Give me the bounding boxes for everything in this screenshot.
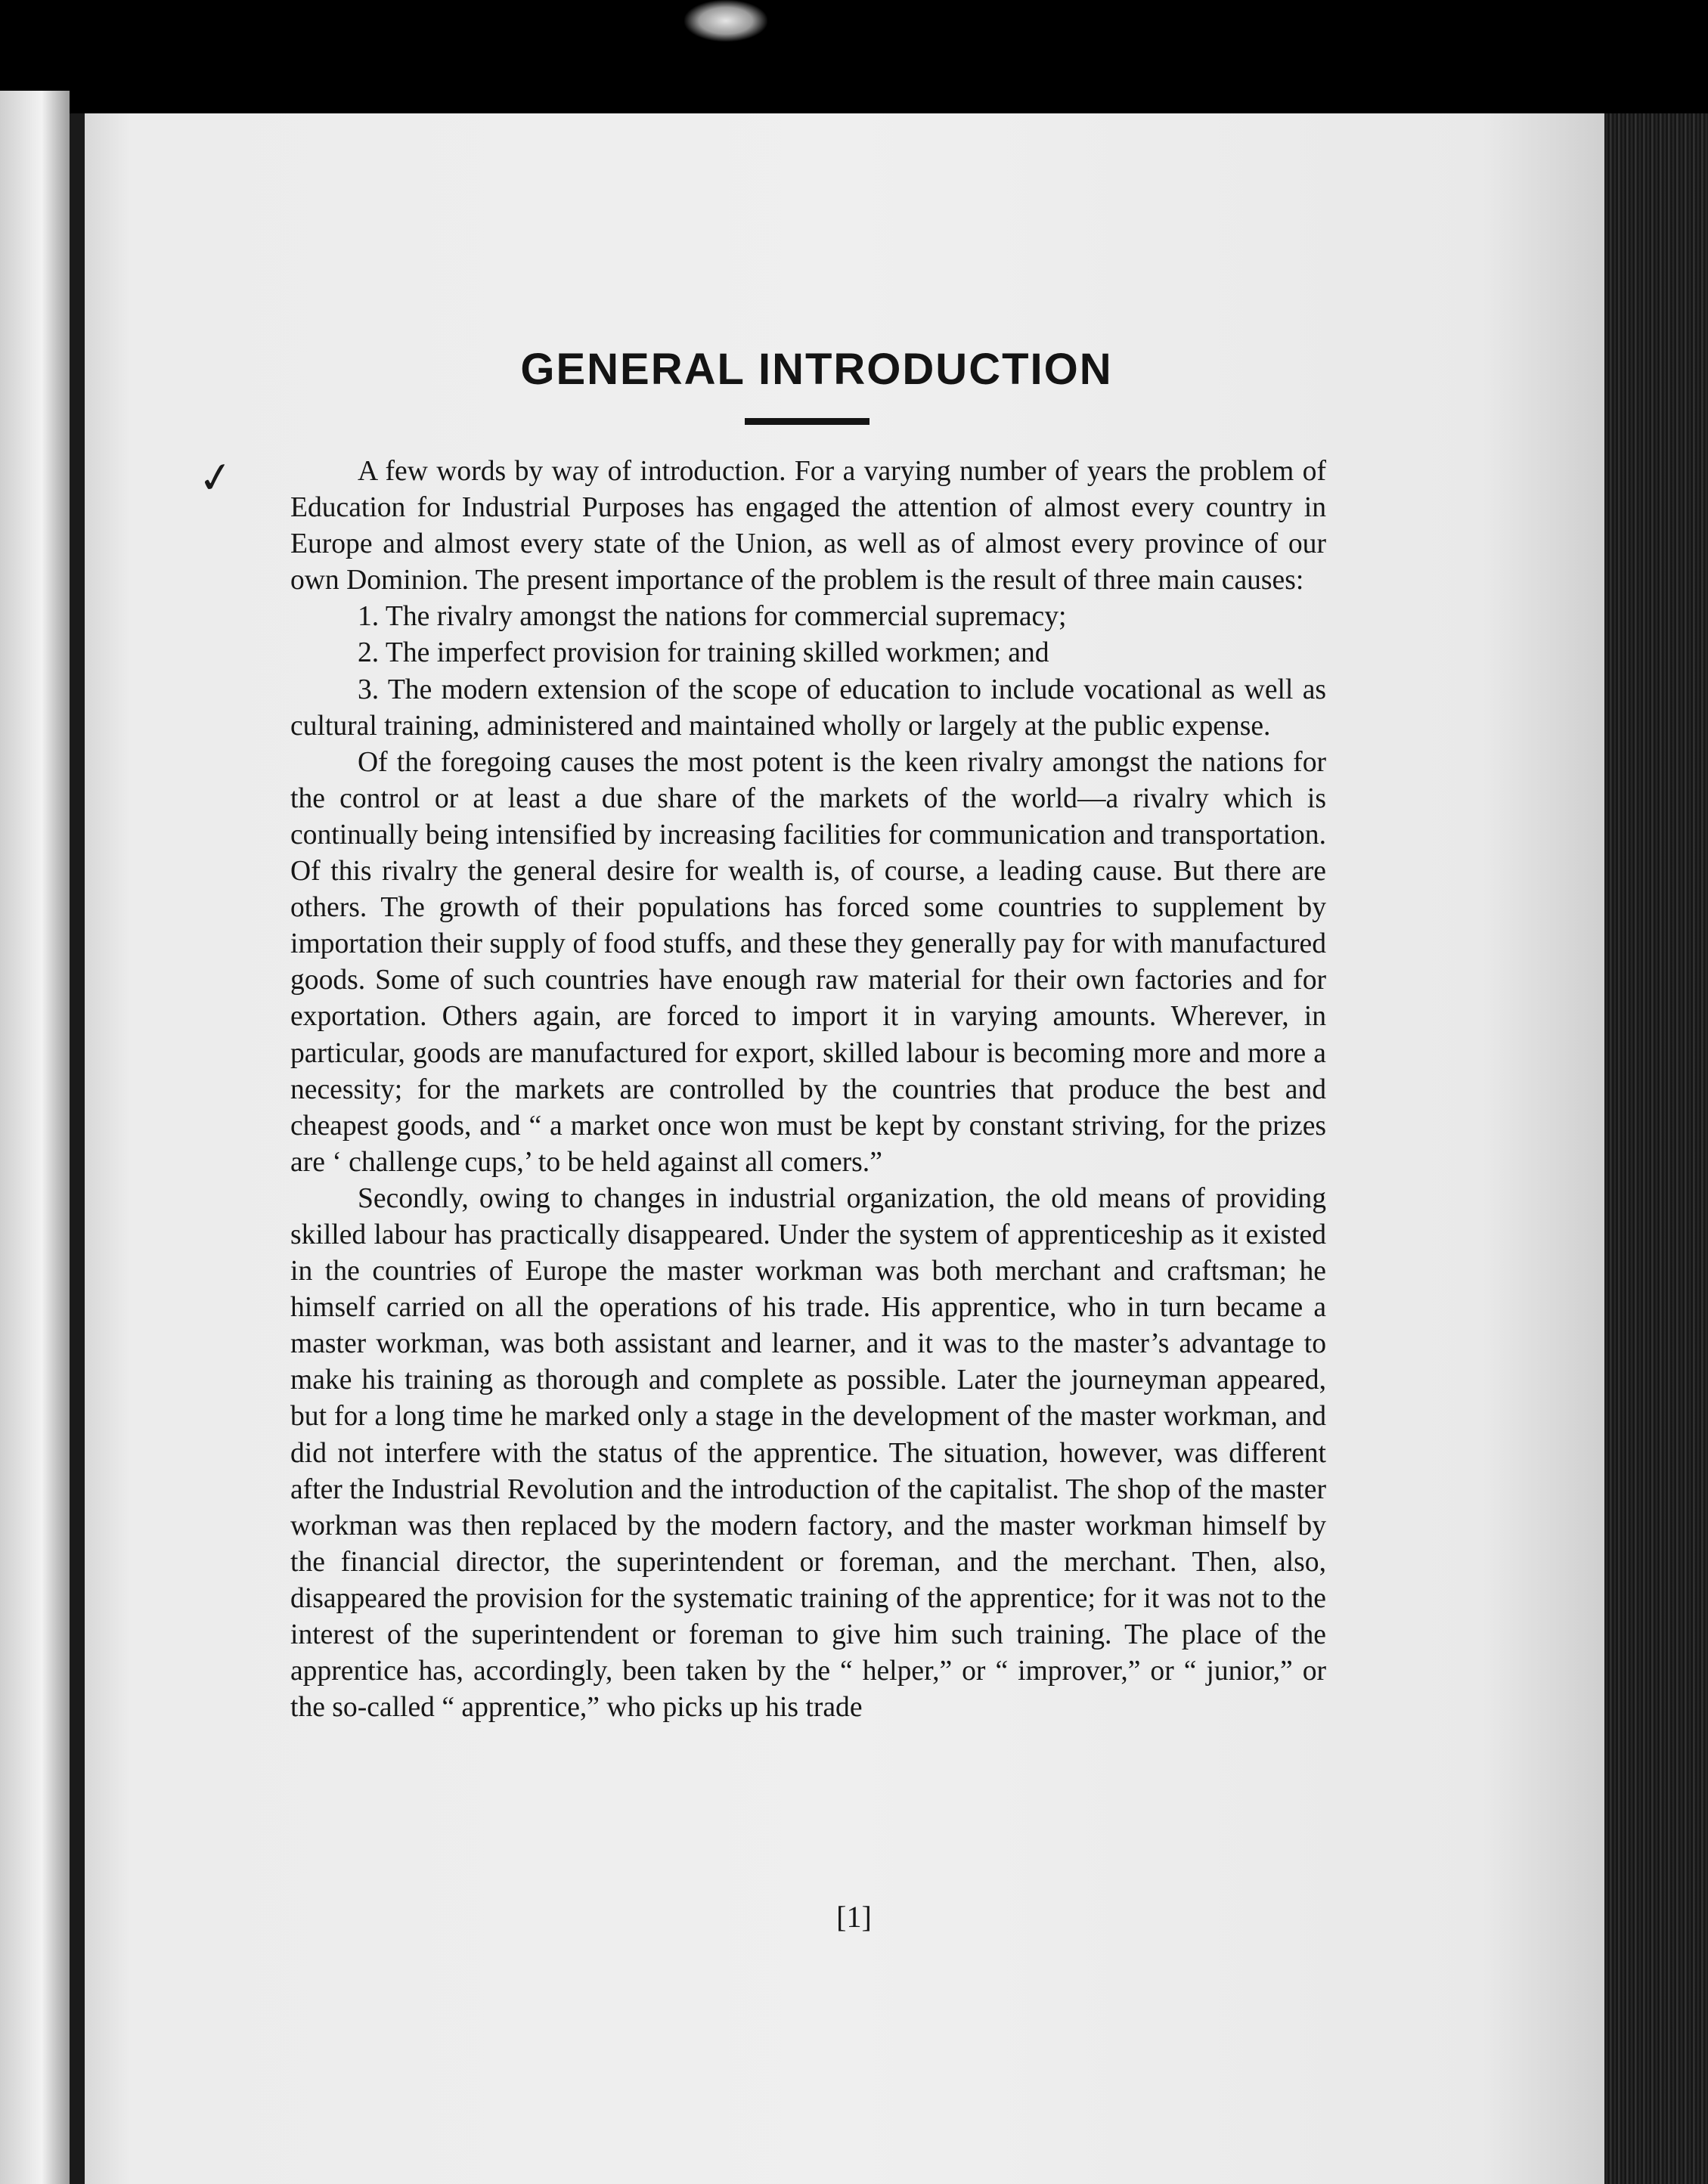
paragraph: Of the foregoing causes the most potent is the keen rivalry amongst the nations for the control or at least a due share of the markets of the world—a rivalry which is continually being intensified by increasing facilities for communication and transportation. Of this rivalry the general desire for wealth is, of course, a leading cause. But there are others. The growth of their populations has forced some countries to supplement by importation their supply of food stuffs, and these they generally pay for with manufactured goods. Some of such countries have enough raw material for their own factories and for exportation. Others again, are forced to import it in varying amounts. Wherever, in particular, goods are manufactured for export, skilled labour is becoming more and more a necessity; for the markets are controlled by the countries that produce the best and cheapest goods, and “ a market once won must be kept by constant striving, for the prizes are ‘ challenge cups,’ to be held against all comers.” [290,746,1326,1178]
paragraph: Secondly, owing to changes in industrial organization, the old means of providing skilled labour has practically disappeared. Under the system of apprenticeship as it existed in the countries of Europe the master workman was both merchant and craftsman; he himself carried on all the operations of his trade. His apprentice, who in turn became a master workman, was both assistant and learner, and it was to the master’s advantage to make his training as thorough and complete as possible. Later the journeyman appeared, but for a long time he marked only a stage in the development of the master workman, and did not interfere with the status of the apprentice. The situation, however, was different after the Industrial Revolution and the introduction of the capitalist. The shop of the master workman was then replaced by the modern factory, and the master workman himself by the financial director, the superintendent or foreman, and the merchant. Then, also, disappeared the provision for the systematic training of the apprentice; for it was not to the interest of the superintendent or foreman to give him such training. The place of the apprentice has, accordingly, been taken by the “ helper,” or “ improver,” or “ junior,” or the so-called “ apprentice,” who picks up his trade [290,1182,1326,1724]
page-stack-edge [1604,113,1708,2184]
list-item-cause-3: 3. The modern extension of the scope of education to include vocational as well as cultural training, administered and maintained wholly or largely at the public expense. [290,674,1326,742]
list-item-cause-2: 2. The imperfect provision for training skilled workmen; and [358,637,1049,669]
list-item-cause-1: 1. The rivalry amongst the nations for commercial supremacy; [358,601,1067,633]
paragraph: A few words by way of introduction. For a varying number of years the problem of Education for Industrial Purposes has engaged the attention of almost every country in Europe and almost every state of the Union, as well as of almost every province of our own Dominion. The present importance of the problem is the result of three main causes: [290,456,1326,596]
binding-clip-mark [684,0,767,42]
gutter [70,113,85,2184]
body-text [290,454,1326,1726]
title-rule [745,418,869,425]
chapter-title: GENERAL INTRODUCTION [520,345,1113,394]
page-number: [1] [836,1900,872,1934]
left-page-edge [0,91,70,2184]
check-mark-icon: ✓ [194,451,237,505]
